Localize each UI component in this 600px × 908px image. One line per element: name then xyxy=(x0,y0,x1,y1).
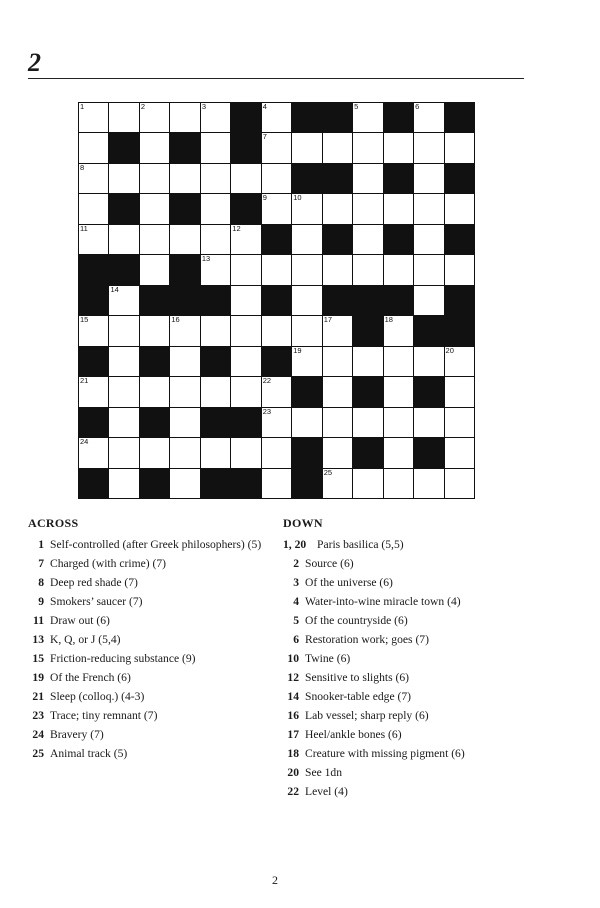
clue-text: Of the countryside (6) xyxy=(305,614,408,627)
clue-text: Heel/ankle bones (6) xyxy=(305,728,402,741)
grid-block xyxy=(231,194,260,223)
grid-cell[interactable] xyxy=(384,133,413,162)
clue-number: 24 xyxy=(32,728,44,741)
grid-cell[interactable] xyxy=(353,347,382,376)
cell-number: 20 xyxy=(445,345,454,355)
grid-cell[interactable] xyxy=(140,255,169,284)
grid-cell[interactable] xyxy=(414,286,443,315)
grid-block xyxy=(353,377,382,406)
grid-cell[interactable] xyxy=(140,316,169,345)
clue-number: 1, 20 xyxy=(283,538,307,551)
grid-cell[interactable] xyxy=(262,194,291,223)
cell-number: 13 xyxy=(201,254,211,264)
grid-cell[interactable] xyxy=(201,164,230,193)
grid-cell[interactable] xyxy=(109,408,138,437)
grid-cell[interactable] xyxy=(445,133,474,162)
grid-cell[interactable] xyxy=(445,347,474,376)
grid-cell[interactable] xyxy=(109,316,138,345)
grid-block xyxy=(445,164,474,193)
grid-cell[interactable] xyxy=(323,377,352,406)
grid-block xyxy=(140,469,169,498)
grid-cell[interactable] xyxy=(384,316,413,345)
grid-block xyxy=(201,286,230,315)
cell-number: 15 xyxy=(80,315,89,325)
grid-cell[interactable] xyxy=(262,103,291,132)
grid-cell[interactable] xyxy=(292,316,321,345)
grid-block xyxy=(201,408,230,437)
grid-cell[interactable] xyxy=(262,255,291,284)
grid-cell[interactable] xyxy=(384,194,413,223)
cell-number: 19 xyxy=(293,345,302,355)
across-clue xyxy=(28,592,268,611)
grid-block xyxy=(445,103,474,132)
grid-cell[interactable] xyxy=(79,164,108,193)
clue-text: Lab vessel; sharp reply (6) xyxy=(305,709,429,722)
clue-number: 11 xyxy=(33,614,44,627)
grid-cell[interactable] xyxy=(414,255,443,284)
grid-cell[interactable] xyxy=(414,408,443,437)
grid-cell[interactable] xyxy=(323,438,352,467)
clue-text: Friction-reducing substance (9) xyxy=(50,652,196,665)
grid-cell[interactable] xyxy=(79,316,108,345)
cell-number: 9 xyxy=(262,193,267,203)
cell-number: 22 xyxy=(262,376,272,386)
grid-cell[interactable] xyxy=(414,164,443,193)
cell-number: 17 xyxy=(323,315,333,325)
grid-block xyxy=(79,469,108,498)
grid-block xyxy=(323,103,352,132)
header-rule xyxy=(28,78,524,79)
grid-cell[interactable] xyxy=(262,408,291,437)
grid-cell[interactable] xyxy=(231,316,260,345)
grid-block xyxy=(323,286,352,315)
grid-block xyxy=(323,164,352,193)
grid-block xyxy=(292,103,321,132)
grid-cell[interactable] xyxy=(323,194,352,223)
grid-block xyxy=(140,286,169,315)
across-heading: ACROSS xyxy=(28,516,79,530)
down-clue xyxy=(283,611,533,630)
down-clue xyxy=(283,592,533,611)
grid-cell[interactable] xyxy=(109,438,138,467)
grid-block xyxy=(201,347,230,376)
grid-block xyxy=(262,286,291,315)
grid-block xyxy=(262,347,291,376)
cell-number: 14 xyxy=(110,284,119,294)
grid-cell[interactable] xyxy=(292,408,321,437)
clue-number: 12 xyxy=(287,671,299,684)
grid-cell[interactable] xyxy=(201,103,230,132)
clue-number: 6 xyxy=(293,633,299,646)
across-clue xyxy=(28,687,268,706)
clue-number: 17 xyxy=(287,728,299,741)
clue-number: 22 xyxy=(287,785,299,798)
down-clue xyxy=(283,649,533,668)
grid-cell[interactable] xyxy=(414,103,443,132)
grid-cell[interactable] xyxy=(201,255,230,284)
grid-block xyxy=(414,377,443,406)
cell-number: 4 xyxy=(262,102,267,111)
grid-cell[interactable] xyxy=(384,469,413,498)
grid-cell[interactable] xyxy=(414,225,443,254)
clue-text: Draw out (6) xyxy=(50,614,110,627)
grid-cell[interactable] xyxy=(109,347,138,376)
grid-cell[interactable] xyxy=(201,133,230,162)
grid-cell[interactable] xyxy=(384,255,413,284)
cell-number: 8 xyxy=(80,162,85,172)
grid-cell[interactable] xyxy=(323,255,352,284)
grid-cell[interactable] xyxy=(170,347,199,376)
grid-block xyxy=(292,377,321,406)
grid-cell[interactable] xyxy=(170,469,199,498)
grid-cell[interactable] xyxy=(231,164,260,193)
across-clue xyxy=(28,649,268,668)
clue-text: Deep red shade (7) xyxy=(50,576,138,589)
grid-block xyxy=(353,438,382,467)
grid-cell[interactable] xyxy=(445,255,474,284)
clue-number: 1 xyxy=(38,538,44,551)
down-list xyxy=(283,535,533,801)
grid-cell[interactable] xyxy=(170,408,199,437)
across-clue xyxy=(28,573,268,592)
grid-cell[interactable] xyxy=(323,469,352,498)
clue-text: Water-into-wine miracle town (4) xyxy=(305,595,461,608)
cell-number: 24 xyxy=(80,437,89,447)
clue-number: 4 xyxy=(293,595,299,608)
grid-block xyxy=(231,103,260,132)
grid-block xyxy=(109,194,138,223)
grid-block xyxy=(201,469,230,498)
grid-block xyxy=(384,164,413,193)
grid-cell[interactable] xyxy=(384,347,413,376)
grid-block xyxy=(292,438,321,467)
grid-cell[interactable] xyxy=(170,438,199,467)
clue-text: Charged (with crime) (7) xyxy=(50,557,167,570)
grid-block xyxy=(109,255,138,284)
grid-cell[interactable] xyxy=(323,133,352,162)
grid-block xyxy=(231,469,260,498)
clue-number: 2 xyxy=(293,557,299,570)
clue-text: Sleep (colloq.) (4-3) xyxy=(50,690,145,703)
grid-cell[interactable] xyxy=(292,286,321,315)
cell-number: 10 xyxy=(293,193,302,203)
cell-number: 12 xyxy=(232,223,241,233)
grid-cell[interactable] xyxy=(79,438,108,467)
grid-cell[interactable] xyxy=(262,133,291,162)
clue-number: 23 xyxy=(32,709,44,722)
clue-number: 14 xyxy=(287,690,299,703)
grid-cell[interactable] xyxy=(262,377,291,406)
grid-cell[interactable] xyxy=(79,377,108,406)
puzzle-number: 2 xyxy=(28,48,41,77)
across-clue xyxy=(28,554,268,573)
grid-cell[interactable] xyxy=(445,438,474,467)
across-clue xyxy=(28,725,268,744)
clue-text: K, Q, or J (5,4) xyxy=(50,633,121,646)
clue-text: Level (4) xyxy=(305,785,348,798)
grid-cell[interactable] xyxy=(140,103,169,132)
grid-cell[interactable] xyxy=(170,225,199,254)
grid-cell[interactable] xyxy=(109,286,138,315)
down-clue xyxy=(283,782,533,801)
grid-cell[interactable] xyxy=(79,103,108,132)
grid-block xyxy=(170,255,199,284)
clue-text: Of the universe (6) xyxy=(305,576,393,589)
grid-block xyxy=(231,408,260,437)
grid-cell[interactable] xyxy=(170,164,199,193)
grid-cell[interactable] xyxy=(292,225,321,254)
across-clue xyxy=(28,630,268,649)
clue-text: See 1dn xyxy=(305,766,343,779)
page-number: 2 xyxy=(272,873,278,887)
grid-block xyxy=(292,164,321,193)
cell-number: 2 xyxy=(140,102,146,111)
clue-text: Creature with missing pigment (6) xyxy=(305,747,465,760)
grid-cell[interactable] xyxy=(262,469,291,498)
clue-number: 3 xyxy=(293,576,299,589)
grid-cell[interactable] xyxy=(262,164,291,193)
grid-cell[interactable] xyxy=(79,133,108,162)
grid-block xyxy=(262,225,291,254)
grid-block xyxy=(445,286,474,315)
down-clue xyxy=(283,573,533,592)
across-clue xyxy=(28,744,268,763)
down-clues xyxy=(283,514,533,801)
grid-cell[interactable] xyxy=(353,469,382,498)
clue-number: 15 xyxy=(32,652,44,665)
grid-block xyxy=(445,316,474,345)
grid-block xyxy=(79,347,108,376)
grid-cell[interactable] xyxy=(262,316,291,345)
grid-cell[interactable] xyxy=(414,469,443,498)
clue-text: Self-controlled (after Greek philosophers) (5) xyxy=(50,538,262,551)
clue-text: Trace; tiny remnant (7) xyxy=(50,709,158,722)
across-clue xyxy=(28,668,268,687)
grid-block xyxy=(109,133,138,162)
cell-number: 16 xyxy=(171,315,180,325)
down-clue xyxy=(283,668,533,687)
grid-cell[interactable] xyxy=(445,194,474,223)
grid-cell[interactable] xyxy=(323,408,352,437)
grid-block xyxy=(384,225,413,254)
grid-cell[interactable] xyxy=(170,377,199,406)
cell-number: 25 xyxy=(323,467,333,477)
grid-cell[interactable] xyxy=(262,438,291,467)
grid-cell[interactable] xyxy=(353,408,382,437)
grid-cell[interactable] xyxy=(170,103,199,132)
down-clue xyxy=(283,725,533,744)
clue-number: 9 xyxy=(38,595,44,608)
grid-cell[interactable] xyxy=(353,164,382,193)
clue-text: Of the French (6) xyxy=(50,671,131,684)
grid-cell[interactable] xyxy=(201,225,230,254)
grid-cell[interactable] xyxy=(201,194,230,223)
grid-block xyxy=(231,133,260,162)
across-clue xyxy=(28,535,268,554)
clue-number: 21 xyxy=(32,690,44,703)
down-clue xyxy=(283,687,533,706)
grid-block xyxy=(384,286,413,315)
across-clues xyxy=(28,514,268,763)
grid-cell[interactable] xyxy=(323,347,352,376)
clue-text: Smokers’ saucer (7) xyxy=(50,595,143,608)
grid-block xyxy=(414,316,443,345)
clue-text: Restoration work; goes (7) xyxy=(305,633,429,646)
grid-block xyxy=(170,133,199,162)
crossword-grid xyxy=(78,102,475,499)
down-clue xyxy=(283,763,533,782)
grid-cell[interactable] xyxy=(231,347,260,376)
grid-block xyxy=(140,347,169,376)
grid-cell[interactable] xyxy=(79,194,108,223)
grid-cell[interactable] xyxy=(292,255,321,284)
across-clue xyxy=(28,706,268,725)
grid-cell[interactable] xyxy=(109,164,138,193)
grid-block xyxy=(292,469,321,498)
clue-number: 10 xyxy=(287,652,299,665)
clue-number: 25 xyxy=(32,747,44,760)
grid-cell[interactable] xyxy=(414,194,443,223)
clue-number: 7 xyxy=(38,557,44,570)
down-clue xyxy=(283,630,533,649)
grid-cell[interactable] xyxy=(231,438,260,467)
grid-cell[interactable] xyxy=(201,377,230,406)
grid-cell[interactable] xyxy=(109,377,138,406)
clue-text: Sensitive to slights (6) xyxy=(305,671,410,684)
grid-cell[interactable] xyxy=(414,347,443,376)
down-clue xyxy=(283,706,533,725)
grid-cell[interactable] xyxy=(353,225,382,254)
cell-number: 23 xyxy=(262,406,272,416)
clue-text: Paris basilica (5,5) xyxy=(317,538,404,551)
grid-cell[interactable] xyxy=(201,316,230,345)
cell-number: 7 xyxy=(262,132,267,142)
grid-cell[interactable] xyxy=(140,194,169,223)
clue-number: 5 xyxy=(293,614,299,627)
cell-number: 1 xyxy=(80,102,85,111)
grid-block xyxy=(140,408,169,437)
grid-cell[interactable] xyxy=(140,377,169,406)
grid-cell[interactable] xyxy=(201,438,230,467)
across-list xyxy=(28,535,268,763)
clue-text: Bravery (7) xyxy=(50,728,104,741)
grid-cell[interactable] xyxy=(109,469,138,498)
cell-number: 6 xyxy=(415,102,420,111)
grid-cell[interactable] xyxy=(140,133,169,162)
grid-cell[interactable] xyxy=(231,377,260,406)
grid-block xyxy=(79,408,108,437)
grid-cell[interactable] xyxy=(231,286,260,315)
grid-block xyxy=(353,286,382,315)
grid-cell[interactable] xyxy=(353,103,382,132)
grid-cell[interactable] xyxy=(445,377,474,406)
cell-number: 11 xyxy=(80,223,88,233)
grid-cell[interactable] xyxy=(140,225,169,254)
grid-cell[interactable] xyxy=(231,225,260,254)
grid-cell[interactable] xyxy=(79,225,108,254)
grid-block xyxy=(353,316,382,345)
clue-text: Snooker-table edge (7) xyxy=(305,690,412,703)
grid-cell[interactable] xyxy=(292,347,321,376)
grid-block xyxy=(323,225,352,254)
clue-text: Animal track (5) xyxy=(50,747,128,760)
clue-text: Source (6) xyxy=(305,557,354,570)
down-clue xyxy=(283,554,533,573)
grid-cell[interactable] xyxy=(384,408,413,437)
grid-cell[interactable] xyxy=(445,408,474,437)
cell-number: 3 xyxy=(201,102,207,111)
across-clue xyxy=(28,611,268,630)
grid-cell[interactable] xyxy=(323,316,352,345)
cell-number: 21 xyxy=(80,376,89,386)
grid-cell[interactable] xyxy=(170,316,199,345)
grid-cell[interactable] xyxy=(140,438,169,467)
grid-cell[interactable] xyxy=(353,133,382,162)
clue-number: 16 xyxy=(287,709,299,722)
cell-number: 18 xyxy=(384,315,393,325)
grid-cell[interactable] xyxy=(109,103,138,132)
down-heading: DOWN xyxy=(283,516,323,530)
down-clue xyxy=(283,744,533,763)
grid-block xyxy=(384,103,413,132)
clue-number: 13 xyxy=(32,633,44,646)
down-clue xyxy=(283,535,533,554)
clue-text: Twine (6) xyxy=(305,652,351,665)
clue-number: 18 xyxy=(287,747,299,760)
grid-cell[interactable] xyxy=(292,194,321,223)
grid-block xyxy=(79,255,108,284)
grid-cell[interactable] xyxy=(353,194,382,223)
grid-block xyxy=(170,286,199,315)
cell-number: 5 xyxy=(354,102,359,111)
grid-block xyxy=(170,194,199,223)
grid-block xyxy=(414,438,443,467)
grid-block xyxy=(79,286,108,315)
grid-cell[interactable] xyxy=(384,377,413,406)
grid-cell[interactable] xyxy=(140,164,169,193)
grid-cell[interactable] xyxy=(445,469,474,498)
grid-cell[interactable] xyxy=(353,255,382,284)
clue-number: 19 xyxy=(32,671,44,684)
grid-block xyxy=(445,225,474,254)
grid-cell[interactable] xyxy=(109,225,138,254)
grid-cell[interactable] xyxy=(292,133,321,162)
grid-cell[interactable] xyxy=(231,255,260,284)
grid-cell[interactable] xyxy=(384,438,413,467)
grid-cell[interactable] xyxy=(414,133,443,162)
clue-number: 8 xyxy=(38,576,44,589)
clue-number: 20 xyxy=(287,766,299,779)
